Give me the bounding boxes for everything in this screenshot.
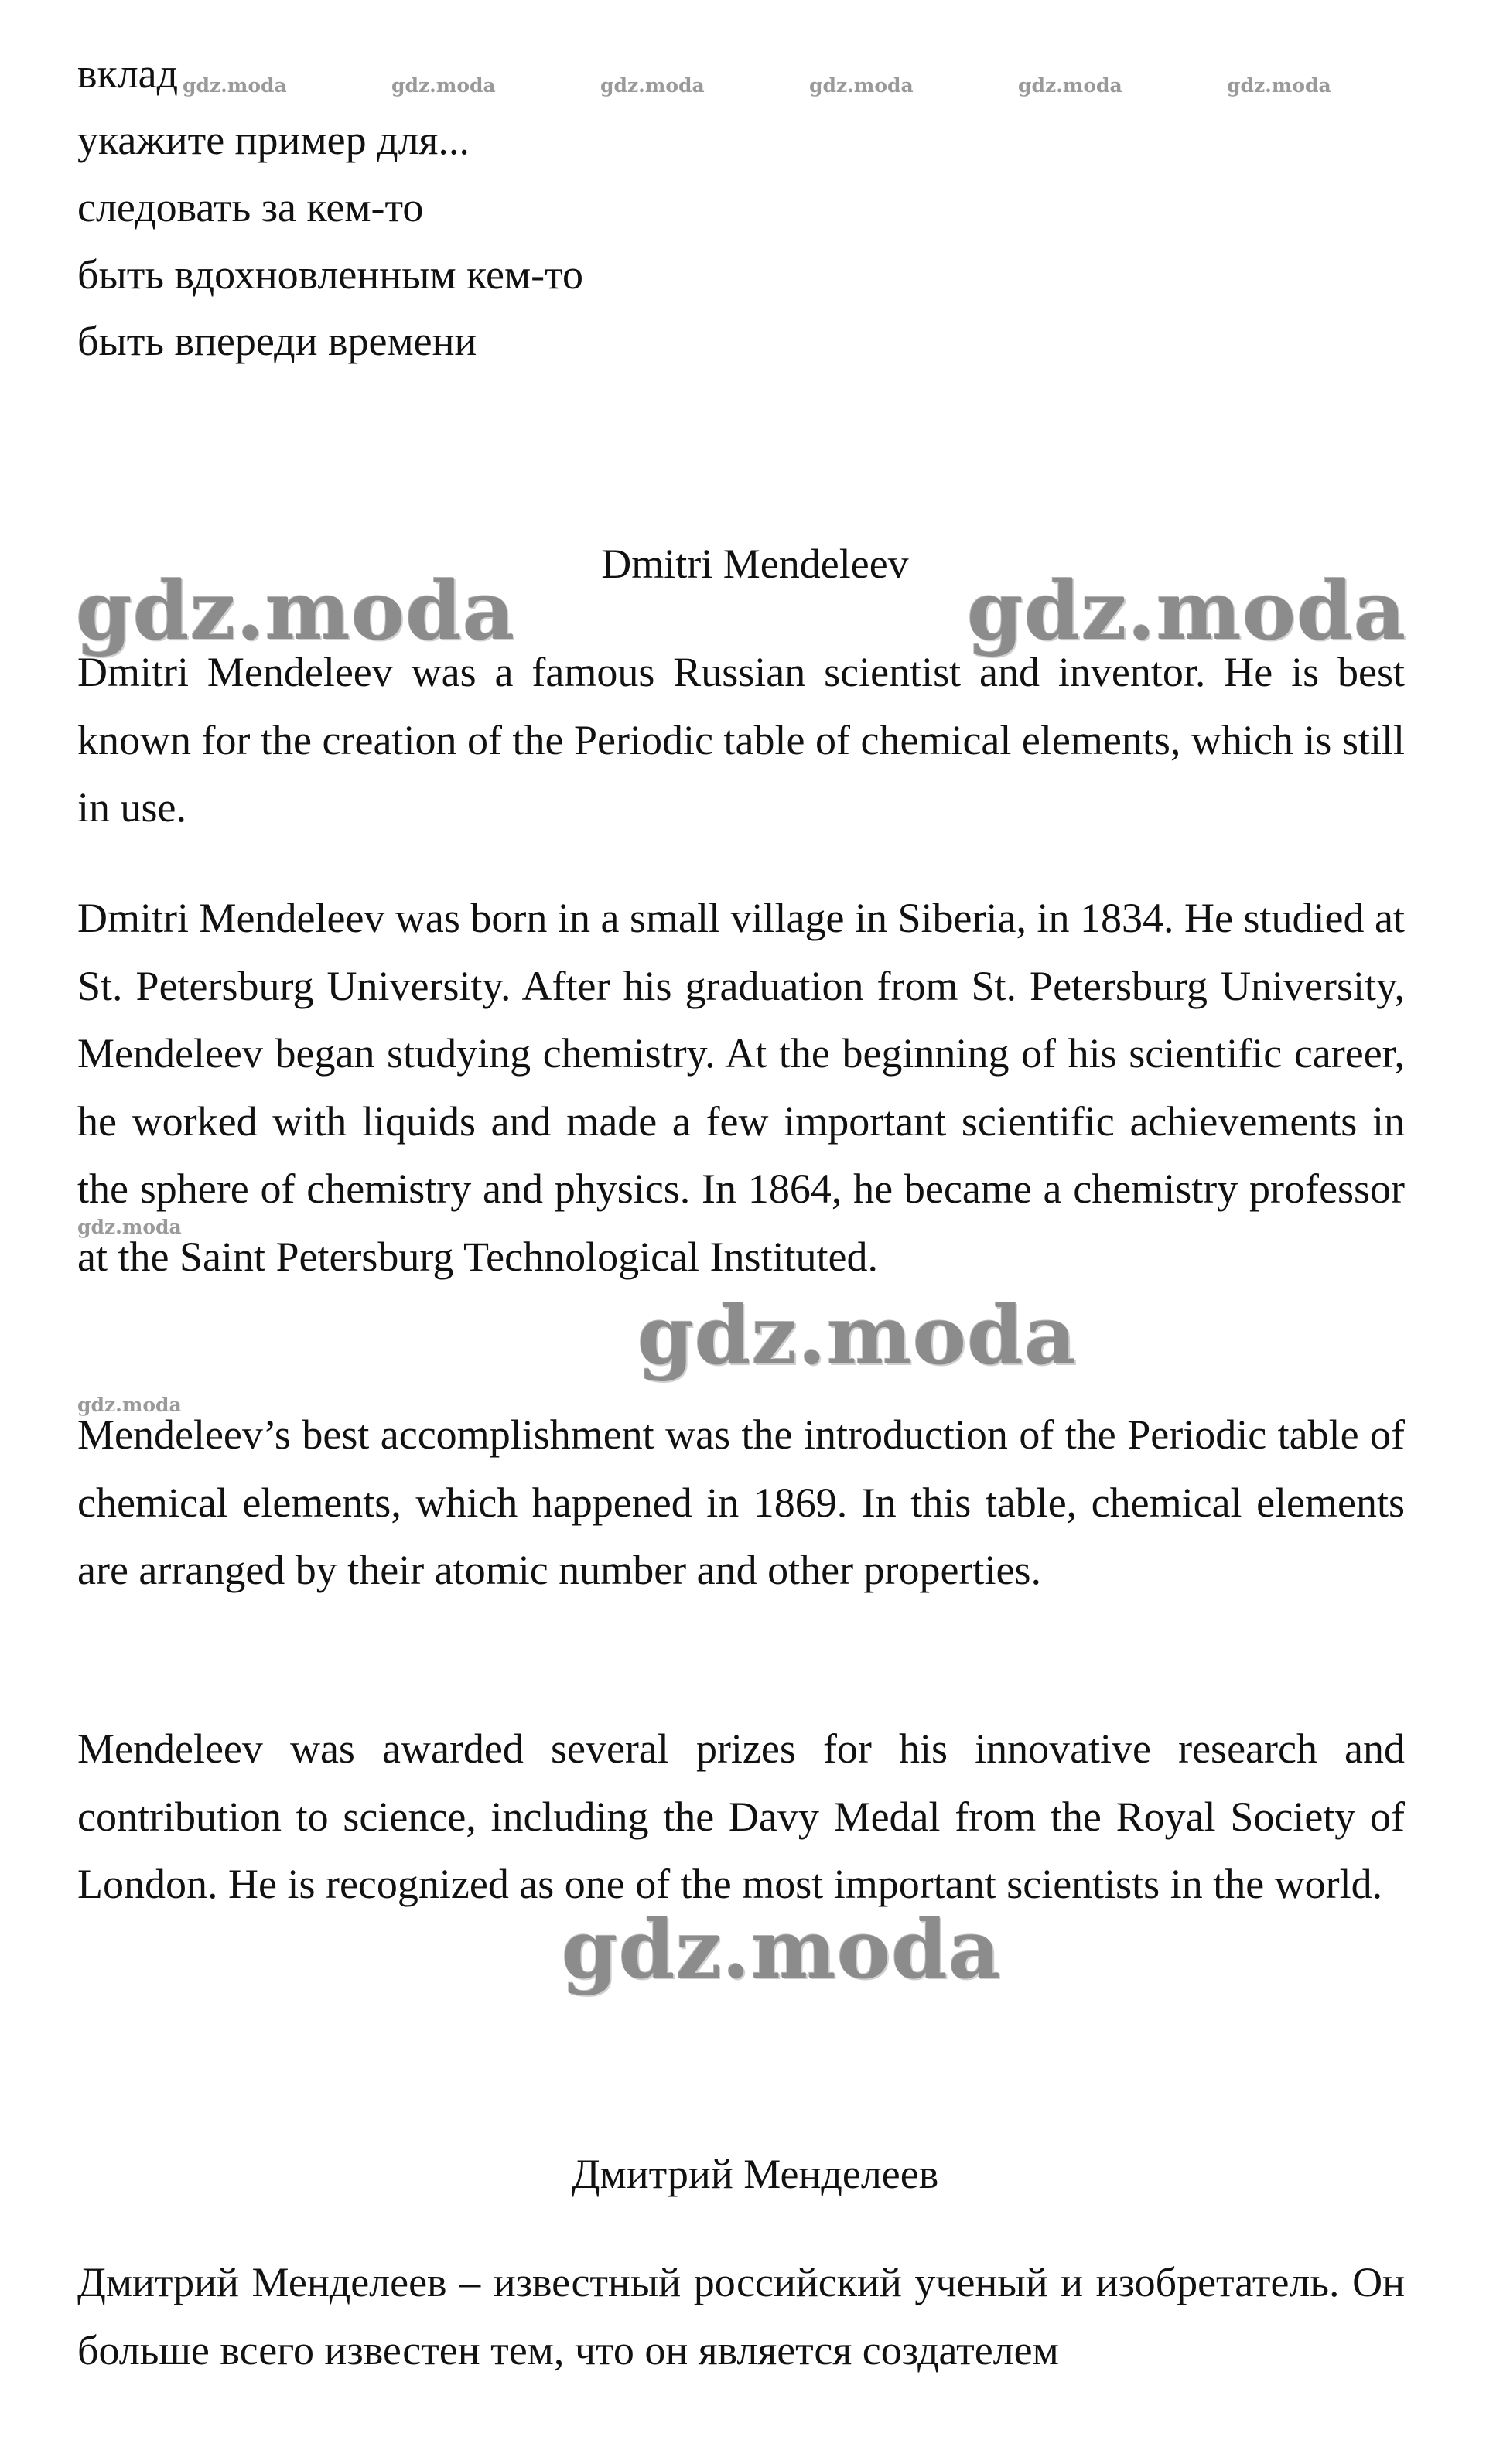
watermark-large: gdz.moda: [967, 563, 1407, 658]
watermark-small: gdz.moda: [1018, 74, 1122, 97]
watermark-large: gdz.moda: [562, 1902, 1002, 1997]
vocab-item-follow: следовать за кем-то: [77, 184, 424, 230]
english-paragraph-3: Mendeleev’s best accomplishment was the introduction of the Periodic table of chemical elements, which happened in 1869. In this table, chemical elements are arranged by their atomic number and other properties.: [77, 1411, 1405, 1593]
watermark-small: gdz.moda: [77, 1394, 182, 1416]
english-title: Dmitri Mendeleev: [601, 541, 909, 587]
watermark-small: gdz.moda: [600, 74, 705, 97]
watermark-small: gdz.moda: [77, 1216, 182, 1238]
vocab-item-example: укажите пример для...: [77, 117, 470, 163]
vocab-item-contribution: вклад: [77, 50, 179, 97]
watermark-small: gdz.moda: [1227, 74, 1331, 97]
russian-title: Дмитрий Менделеев: [571, 2151, 939, 2197]
watermark-small: gdz.moda: [391, 74, 496, 97]
vocab-item-ahead: быть впереди времени: [77, 318, 477, 364]
russian-paragraph-1: Дмитрий Менделеев – известный российский ученый и изобретатель. Он больше всего известен тем, что он является создателем: [77, 2259, 1405, 2374]
watermark-large: gdz.moda: [76, 563, 516, 658]
watermark-large: gdz.moda: [637, 1288, 1078, 1383]
watermark-small: gdz.moda: [183, 74, 287, 97]
english-paragraph-4: Mendeleev was awarded several prizes for his innovative research and contribution to science, including the Davy Medal from the Royal Society of London. He is recognized as one of the most important scientists in the world.: [77, 1725, 1405, 1907]
english-paragraph-2: Dmitri Mendeleev was born in a small village in Siberia, in 1834. He studied at St. Petersburg University. After his graduation from St. Petersburg University, Mendeleev began studying chemistry. At the beginning of his scientific career, he worked with liquids and made a few important scientific achievements in the sphere of chemistry and physics. In 1864, he became a chemistry professor at the Saint Petersburg Technological Instituted.: [77, 895, 1405, 1280]
vocab-item-inspired: быть вдохновленным кем-то: [77, 251, 584, 298]
watermark-small: gdz.moda: [809, 74, 914, 97]
english-paragraph-1: Dmitri Mendeleev was a famous Russian scientist and inventor. He is best known for the creation of the Periodic table of chemical elements, which is still in use.: [77, 649, 1405, 831]
